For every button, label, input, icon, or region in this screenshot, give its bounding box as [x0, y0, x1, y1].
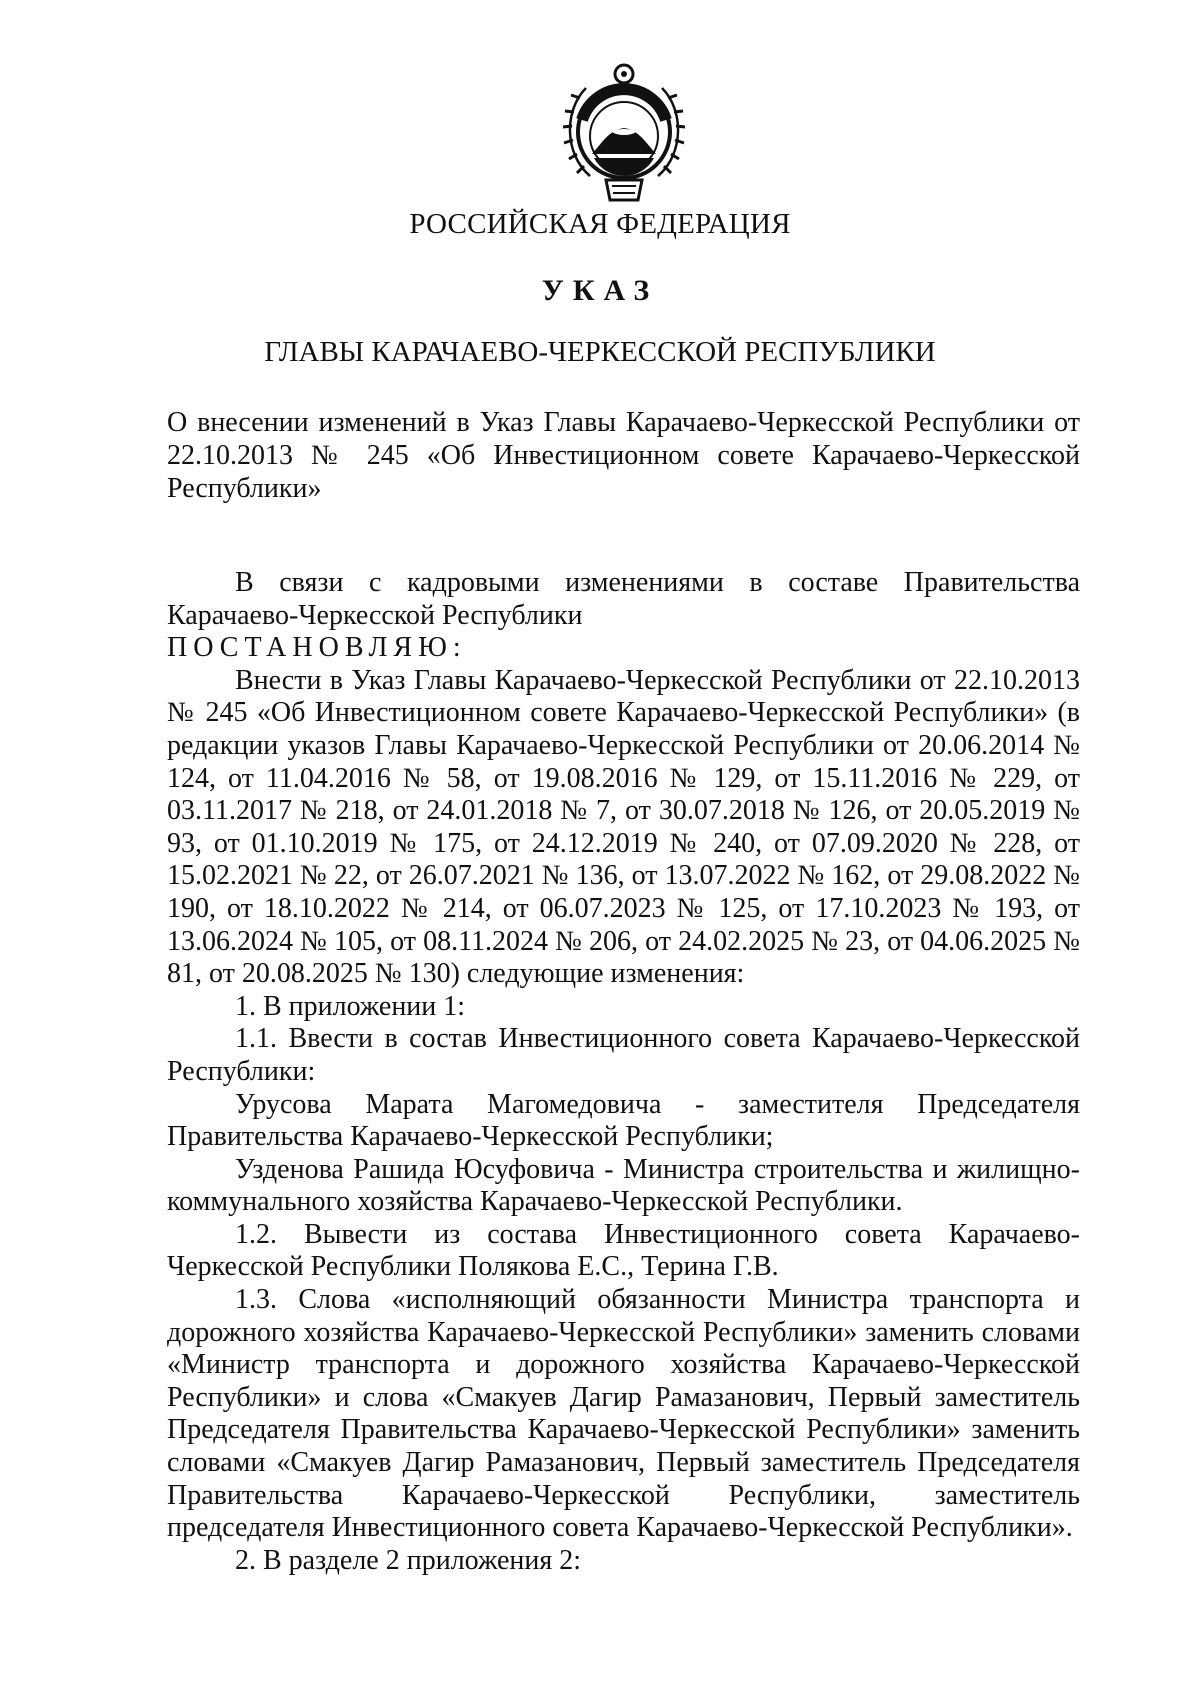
body-paragraph: 1.2. Вывести из состава Инвестиционного совета Карачаево-Черкесской Республики Полякова Е.С., Терина Г.В.: [167, 1218, 1080, 1283]
body-paragraph: Внести в Указ Главы Карачаево-Черкесской Республики от 22.10.2013 № 245 «Об Инвестиционном совете Карачаево-Черкесской Республики» (в редакции указов Главы Карачаево-Черкесской Республики от 20.06.2014 № 124, от 11.04.2016 № 58, от 19.08.2016 № 129, от 15.11.2016 № 229, от 03.11.2017 № 218, от 24.01.2018 № 7, от 30.07.2018 № 126, от 20.05.2019 № 93, от 01.10.2019 № 175, от 24.12.2019 № 240, от 07.09.2020 № 228, от 15.02.2021 № 22, от 26.07.2021 № 136, от 13.07.2022 № 162, от 29.08.2022 № 190, от 18.10.2022 № 214, от 06.07.2023 № 125, от 17.10.2023 № 193, от 13.06.2024 № 105, от 08.11.2024 № 206, от 24.02.2025 № 23, от 04.06.2025 № 81, от 20.08.2025 № 130) следующие изменения:: [167, 664, 1080, 990]
document-type: УКАЗ: [541, 274, 659, 307]
document-title: О внесении изменений в Указ Главы Карачаево-Черкесской Республики от 22.10.2013 № 245 «Об Инвестиционном совете Карачаево-Черкесской Республики»: [167, 407, 1080, 504]
body-paragraph: 1.3. Слова «исполняющий обязанности Министра транспорта и дорожного хозяйства Карачаево-Черкесской Республики» заменить словами «Министр транспорта и дорожного хозяйства Карачаево-Черкесской Республики» и слова «Смакуев Дагир Рамазанович, Первый заместитель Председателя Правительства Карачаево-Черкесской Республики» заменить словами «Смакуев Дагир Рамазанович, Первый заместитель Председателя Правительства Карачаево-Черкесской Республики, заместитель председателя Инвестиционного совета Карачаево-Черкесской Республики».: [167, 1284, 1080, 1544]
body-paragraph: 1.1. Ввести в состав Инвестиционного совета Карачаево-Черкесской Республики:: [167, 1023, 1080, 1087]
body-paragraph: Урусова Марата Магомедовича - заместителя Председателя Правительства Карачаево-Черкесской Республики;: [167, 1088, 1080, 1153]
issuing-authority: ГЛАВЫ КАРАЧАЕВО-ЧЕРКЕССКОЙ РЕСПУБЛИКИ: [264, 336, 936, 368]
preamble-paragraph: В связи с кадровыми изменениями в составе Правительства Карачаево-Черкесской Республики: [167, 567, 1080, 631]
body-paragraph: 1. В приложении 1:: [235, 990, 466, 1022]
body-paragraph: 2. В разделе 2 приложения 2:: [235, 1544, 582, 1576]
coat-of-arms-emblem: [556, 58, 692, 206]
document-body: [167, 567, 1080, 1577]
country-name: РОССИЙСКАЯ ФЕДЕРАЦИЯ: [409, 208, 791, 240]
body-paragraph: Узденова Рашида Юсуфовича - Министра строительства и жилищно-коммунального хозяйства Карачаево-Черкесской Республики.: [167, 1153, 1080, 1218]
decree-verb: ПОСТАНОВЛЯЮ:: [167, 632, 467, 664]
